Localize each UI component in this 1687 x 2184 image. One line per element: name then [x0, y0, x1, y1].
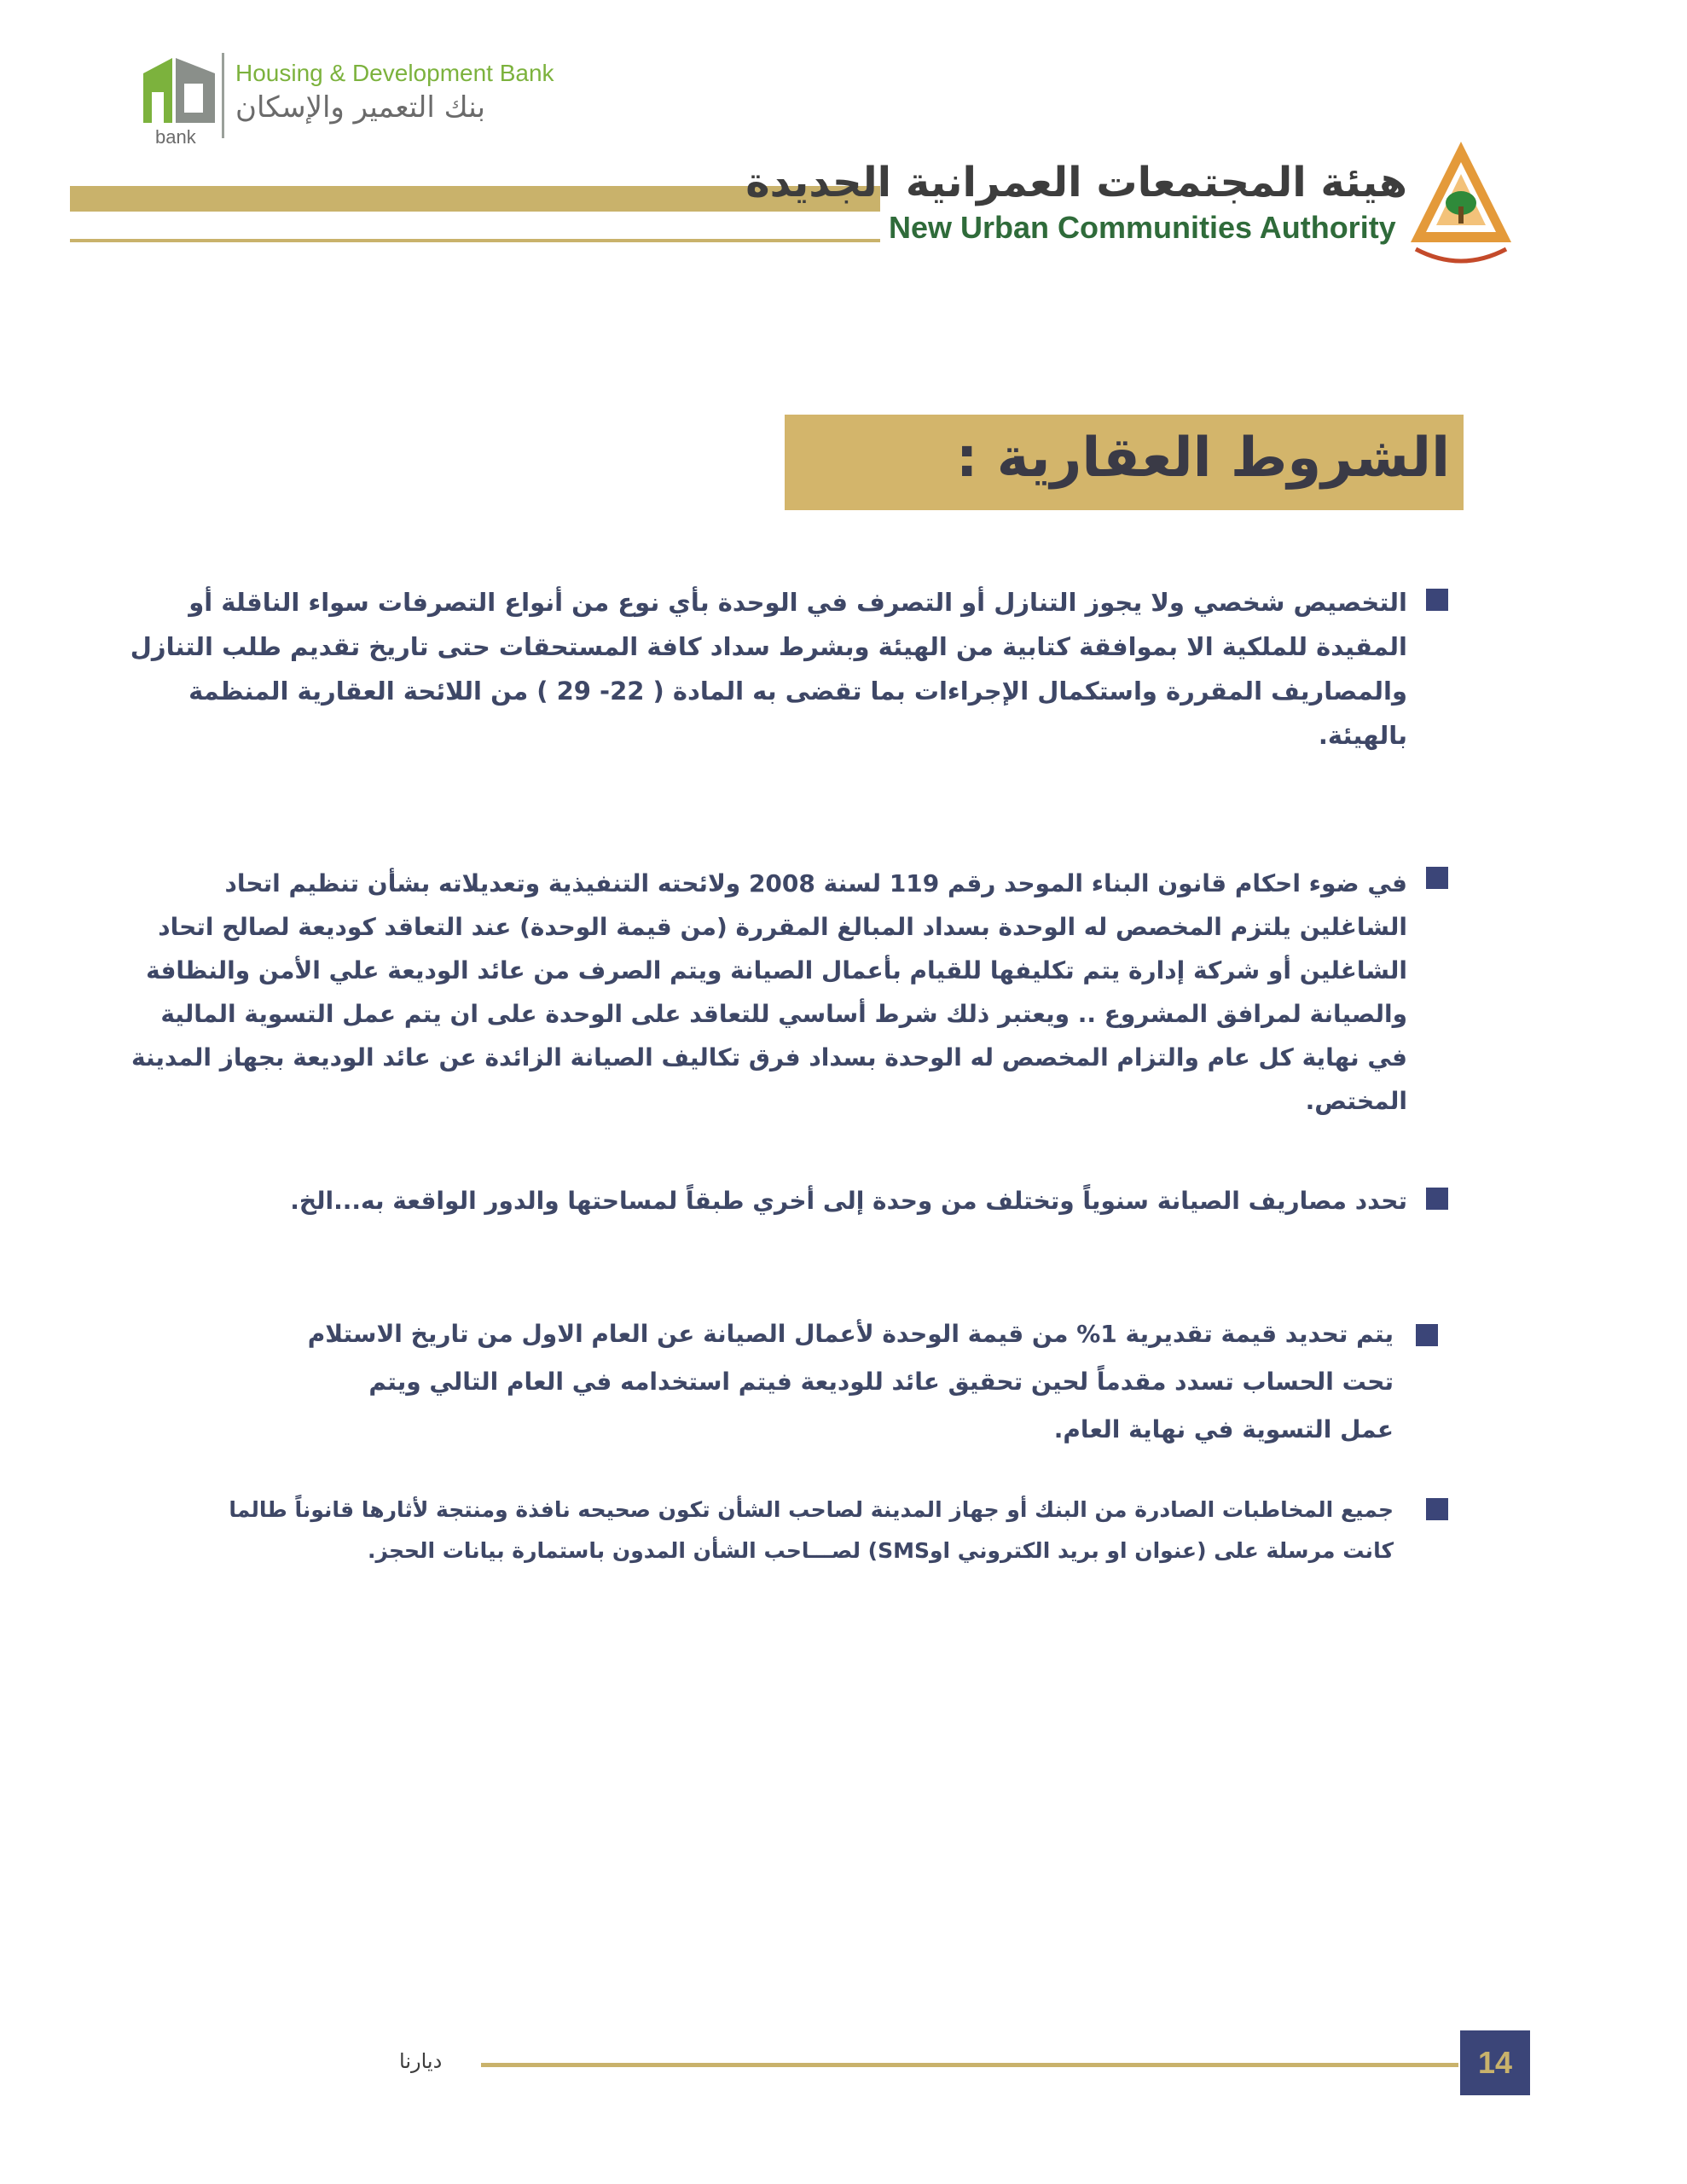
section-title: الشروط العقارية :: [955, 427, 1450, 490]
bullet-square-icon: [1416, 1324, 1438, 1346]
bullet-square-icon: [1426, 867, 1448, 889]
bullet-square-icon: [1426, 589, 1448, 611]
clause-text: تحدد مصاريف الصيانة سنوياً وتختلف من وحدة إلى أخري طبقاً لمساحتها والدور الواقعة به...الخ.: [290, 1187, 1407, 1215]
hdb-bank-word: bank: [155, 126, 196, 148]
bullet-square-icon: [1426, 1188, 1448, 1210]
bullet-square-icon: [1426, 1498, 1448, 1520]
clause-text: التخصيص شخصي ولا يجوز التنازل أو التصرف في الوحدة بأي نوع من أنواع التصرفات سواء الناقلة أو المقيدة للملكية الا بموافقة كتابية من الهيئة وبشرط سداد كافة المستحقات حتى تاريخ تقديم طلب التنازل والمصاريف المقررة واستكمال الإجراءات بما تقضى به المادة ( 22- 29 ) من اللائحة العقارية المنظمة بالهيئة.: [130, 588, 1407, 750]
page-number-box: [1460, 2030, 1530, 2095]
hdb-name-en: Housing & Development Bank: [235, 60, 554, 86]
page-number: 14: [1477, 2045, 1513, 2080]
clause-item: [128, 862, 1407, 1123]
clause-text: جميع المخاطبات الصادرة من البنك أو جهاز المدينة لصاحب الشأن تكون صحيحه نافذة ومنتجة لأثارها قانوناً طالما كانت مرسلة على (عنوان او بريد الكتروني اوSMS) لصـــاحب الشأن المدون باستمارة بيانات الحجز.: [229, 1497, 1394, 1563]
footer-line: [481, 2063, 1458, 2067]
hdb-divider: [222, 53, 224, 138]
nuca-name-en: New Urban Communities Authority: [889, 210, 1396, 245]
clause-item: [128, 580, 1407, 758]
clause-item: [128, 1179, 1407, 1223]
hdb-name-ar: بنك التعمير والإسكان: [235, 90, 485, 125]
hdb-logo: [136, 49, 554, 152]
clause-item: [307, 1310, 1394, 1454]
section-title-box: [785, 415, 1464, 510]
footer-brand: ديارنا: [399, 2049, 443, 2073]
nuca-emblem-icon: [1406, 136, 1516, 273]
nuca-name-ar: هيئة المجتمعات العمرانية الجديدة: [745, 159, 1407, 206]
clause-item: [222, 1490, 1394, 1571]
header-gold-line: [70, 239, 880, 242]
clause-text: في ضوء احكام قانون البناء الموحد رقم 119 لسنة 2008 ولائحته التنفيذية وتعديلاته بشأن تنظيم اتحاد الشاغلين يلتزم المخصص له الوحدة بسداد المبالغ المقررة (من قيمة الوحدة) عند التعاقد كوديعة لصالح اتحاد الشاغلين أو شركة إدارة يتم تكليفها للقيام بأعمال الصيانة ويتم الصرف من عائد الوديعة علي الأمن والنظافة والصيانة لمرافق المشروع .. ويعتبر ذلك شرط أساسي للتعاقد على الوحدة على ان يتم عمل التسوية المالية في نهاية كل عام والتزام المخصص له الوحدة بسداد فرق تكاليف الصيانة الزائدة عن عائد الوديعة بجهاز المدينة المختص.: [131, 869, 1407, 1115]
clause-text: يتم تحديد قيمة تقديرية 1% من قيمة الوحدة لأعمال الصيانة عن العام الاول من تاريخ الاستلام تحت الحساب تسدد مقدماً لحين تحقيق عائد للوديعة فيتم استخدامه في العام التالي ويتم عمل التسوية في نهاية العام.: [307, 1320, 1394, 1443]
